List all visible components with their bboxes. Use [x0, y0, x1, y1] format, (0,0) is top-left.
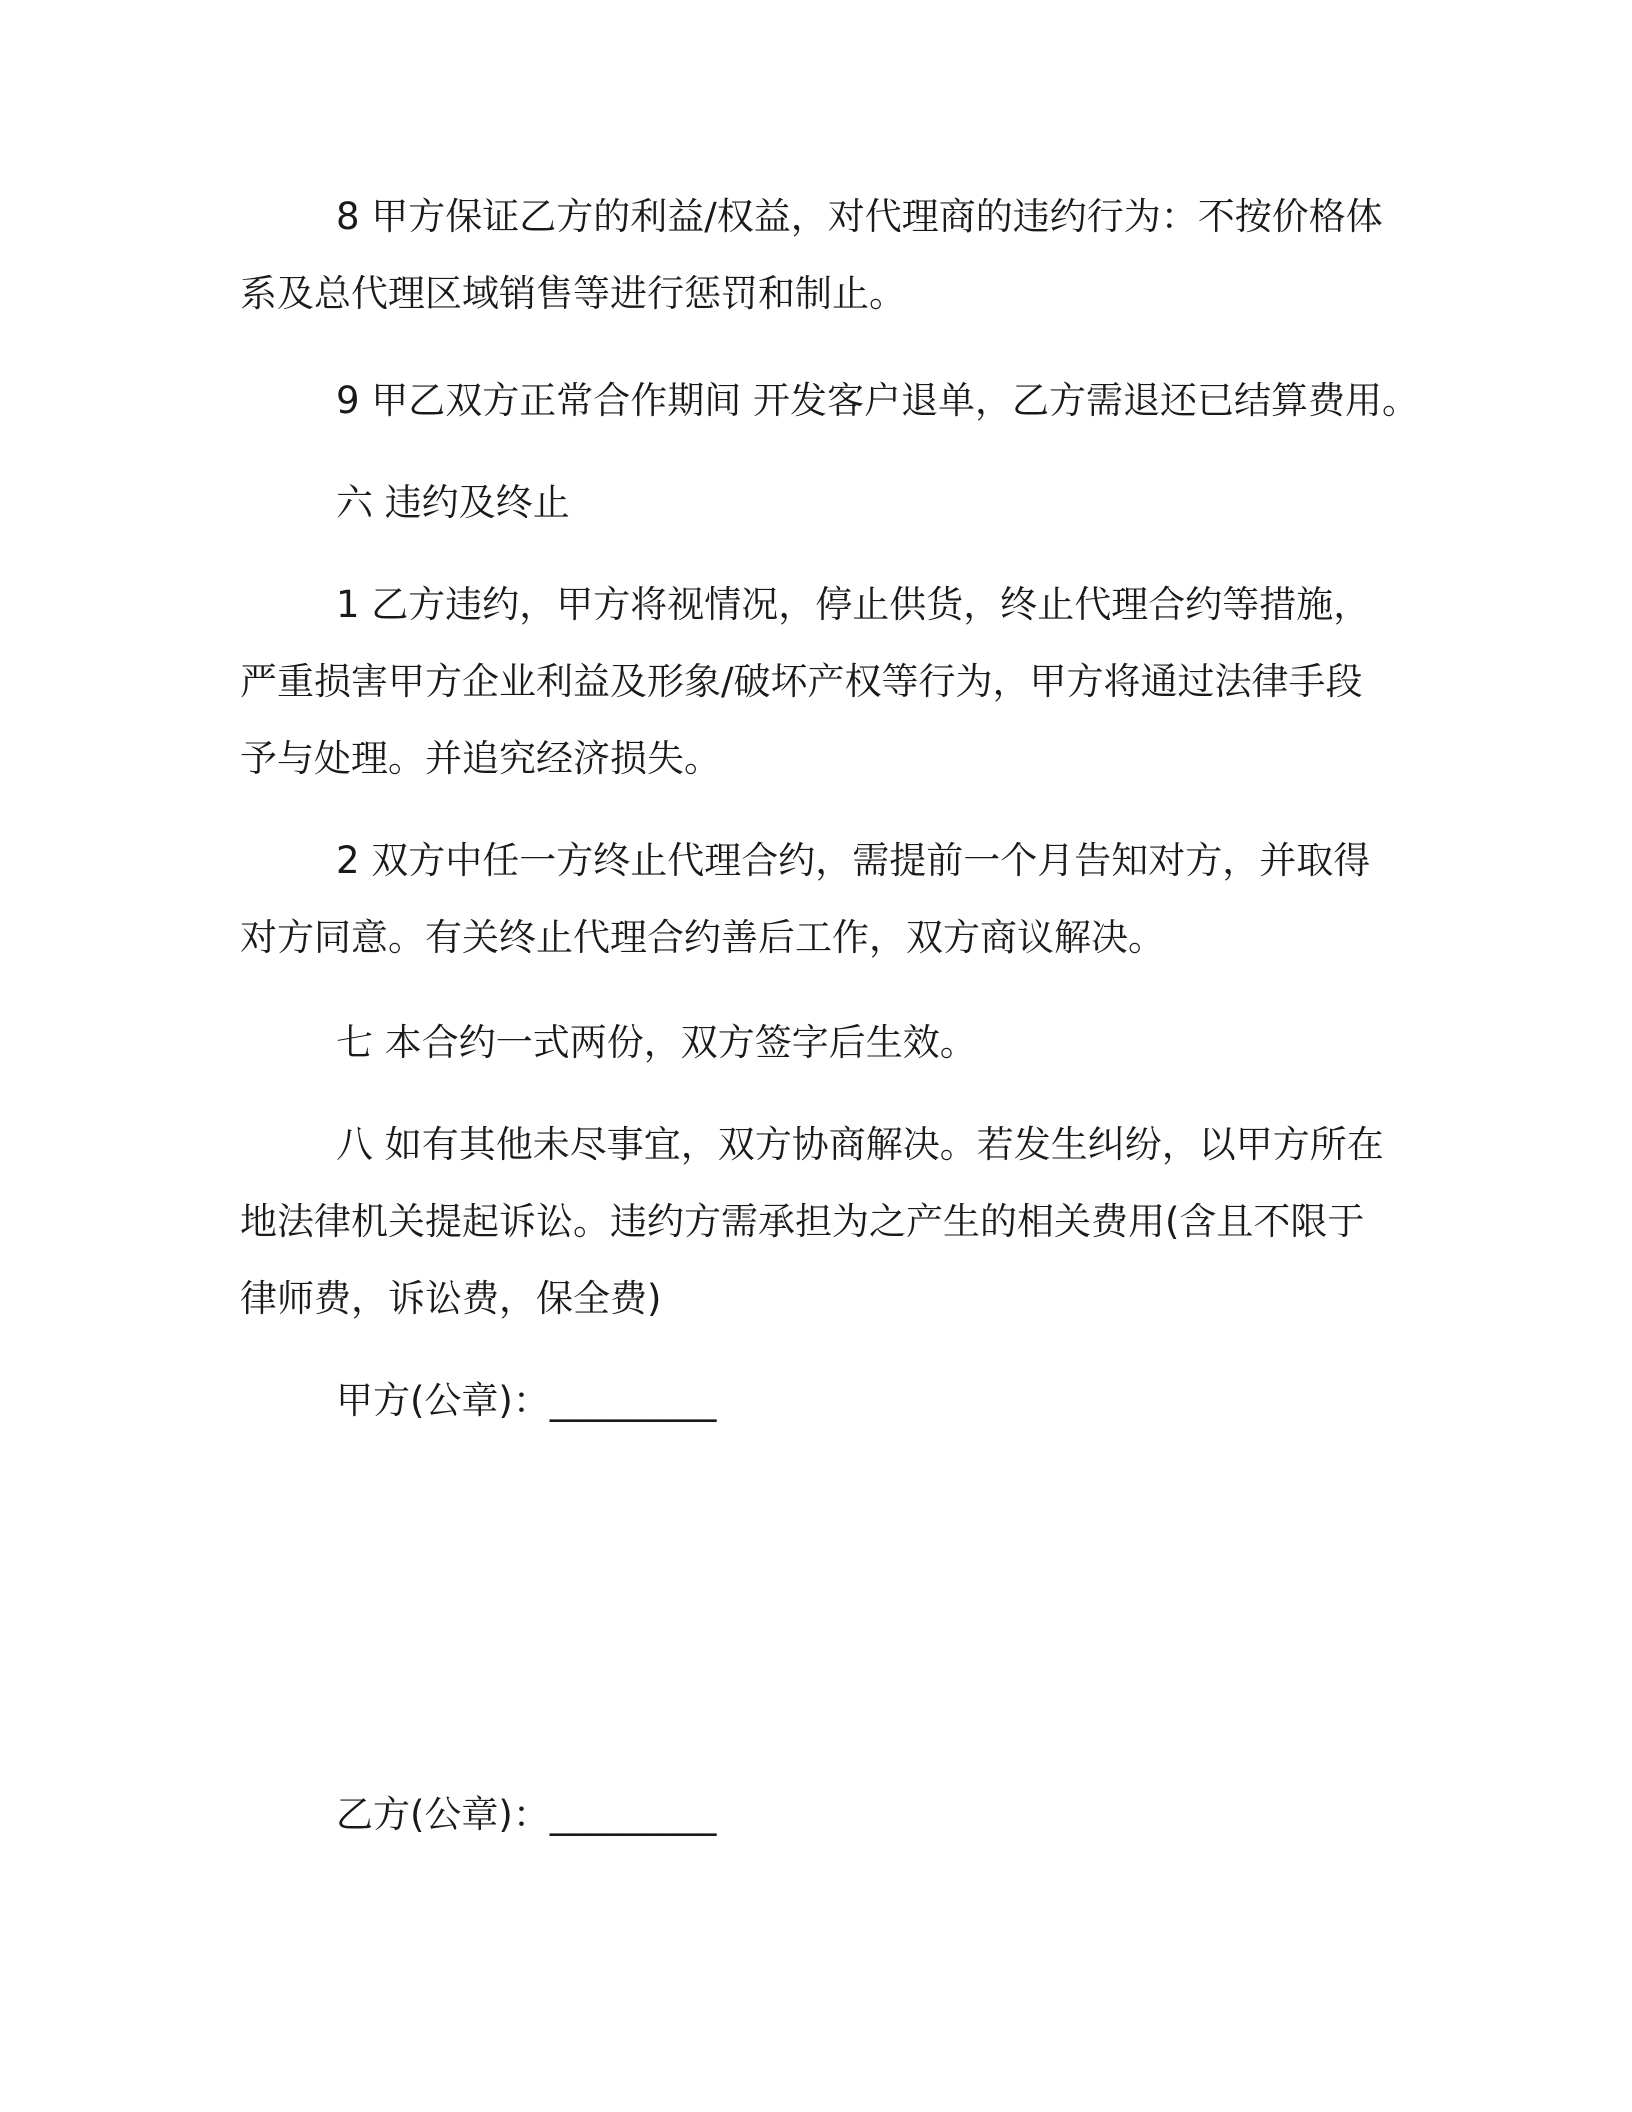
party-b-signature-text: 乙方(公章)：_________: [336, 1793, 717, 1836]
party-b-signature-line: [240, 1776, 1400, 1853]
section-6-item-2-paragraph: [240, 822, 1400, 976]
section-6-item-1-line-3: 予与处理。并追究经济损失。: [240, 737, 721, 780]
party-a-signature-text: 甲方(公章)：_________: [336, 1379, 717, 1422]
section-8-line-3: 律师费，诉讼费，保全费): [240, 1277, 662, 1320]
section-6-heading-text: 六 违约及终止: [336, 481, 570, 524]
section-6-heading: [240, 464, 1400, 541]
section-7-paragraph: [240, 1004, 1400, 1081]
party-a-signature-line: [240, 1362, 1400, 1439]
section-6-item-2-line-2: 对方同意。有关终止代理合约善后工作，双方商议解决。: [240, 916, 1165, 959]
section-8-line-1: 八 如有其他未尽事宜，双方协商解决。若发生纠纷，以甲方所在: [336, 1123, 1384, 1166]
section-6-item-1-line-1: 1 乙方违约，甲方将视情况，停止供货，终止代理合约等措施，: [336, 583, 1371, 626]
section-7-text: 七 本合约一式两份，双方签字后生效。: [336, 1021, 977, 1064]
clause-8-paragraph: [240, 178, 1400, 332]
section-8-line-2: 地法律机关提起诉讼。违约方需承担为之产生的相关费用(含且不限于: [240, 1200, 1365, 1243]
clause-8-line-1: 8 甲方保证乙方的利益/权益，对代理商的违约行为：不按价格体: [336, 195, 1383, 238]
clause-8-line-2: 系及总代理区域销售等进行惩罚和制止。: [240, 272, 906, 315]
clause-9-paragraph: [240, 362, 1420, 439]
section-6-item-2-line-1: 2 双方中任一方终止代理合约，需提前一个月告知对方，并取得: [336, 839, 1371, 882]
section-6-item-1-line-2: 严重损害甲方企业利益及形象/破坏产权等行为，甲方将通过法律手段: [240, 660, 1363, 703]
section-8-paragraph: [240, 1106, 1400, 1337]
section-6-item-1-paragraph: [240, 566, 1400, 797]
clause-9-line-1: 9 甲乙双方正常合作期间 开发客户退单，乙方需退还已结算费用。: [336, 379, 1420, 422]
